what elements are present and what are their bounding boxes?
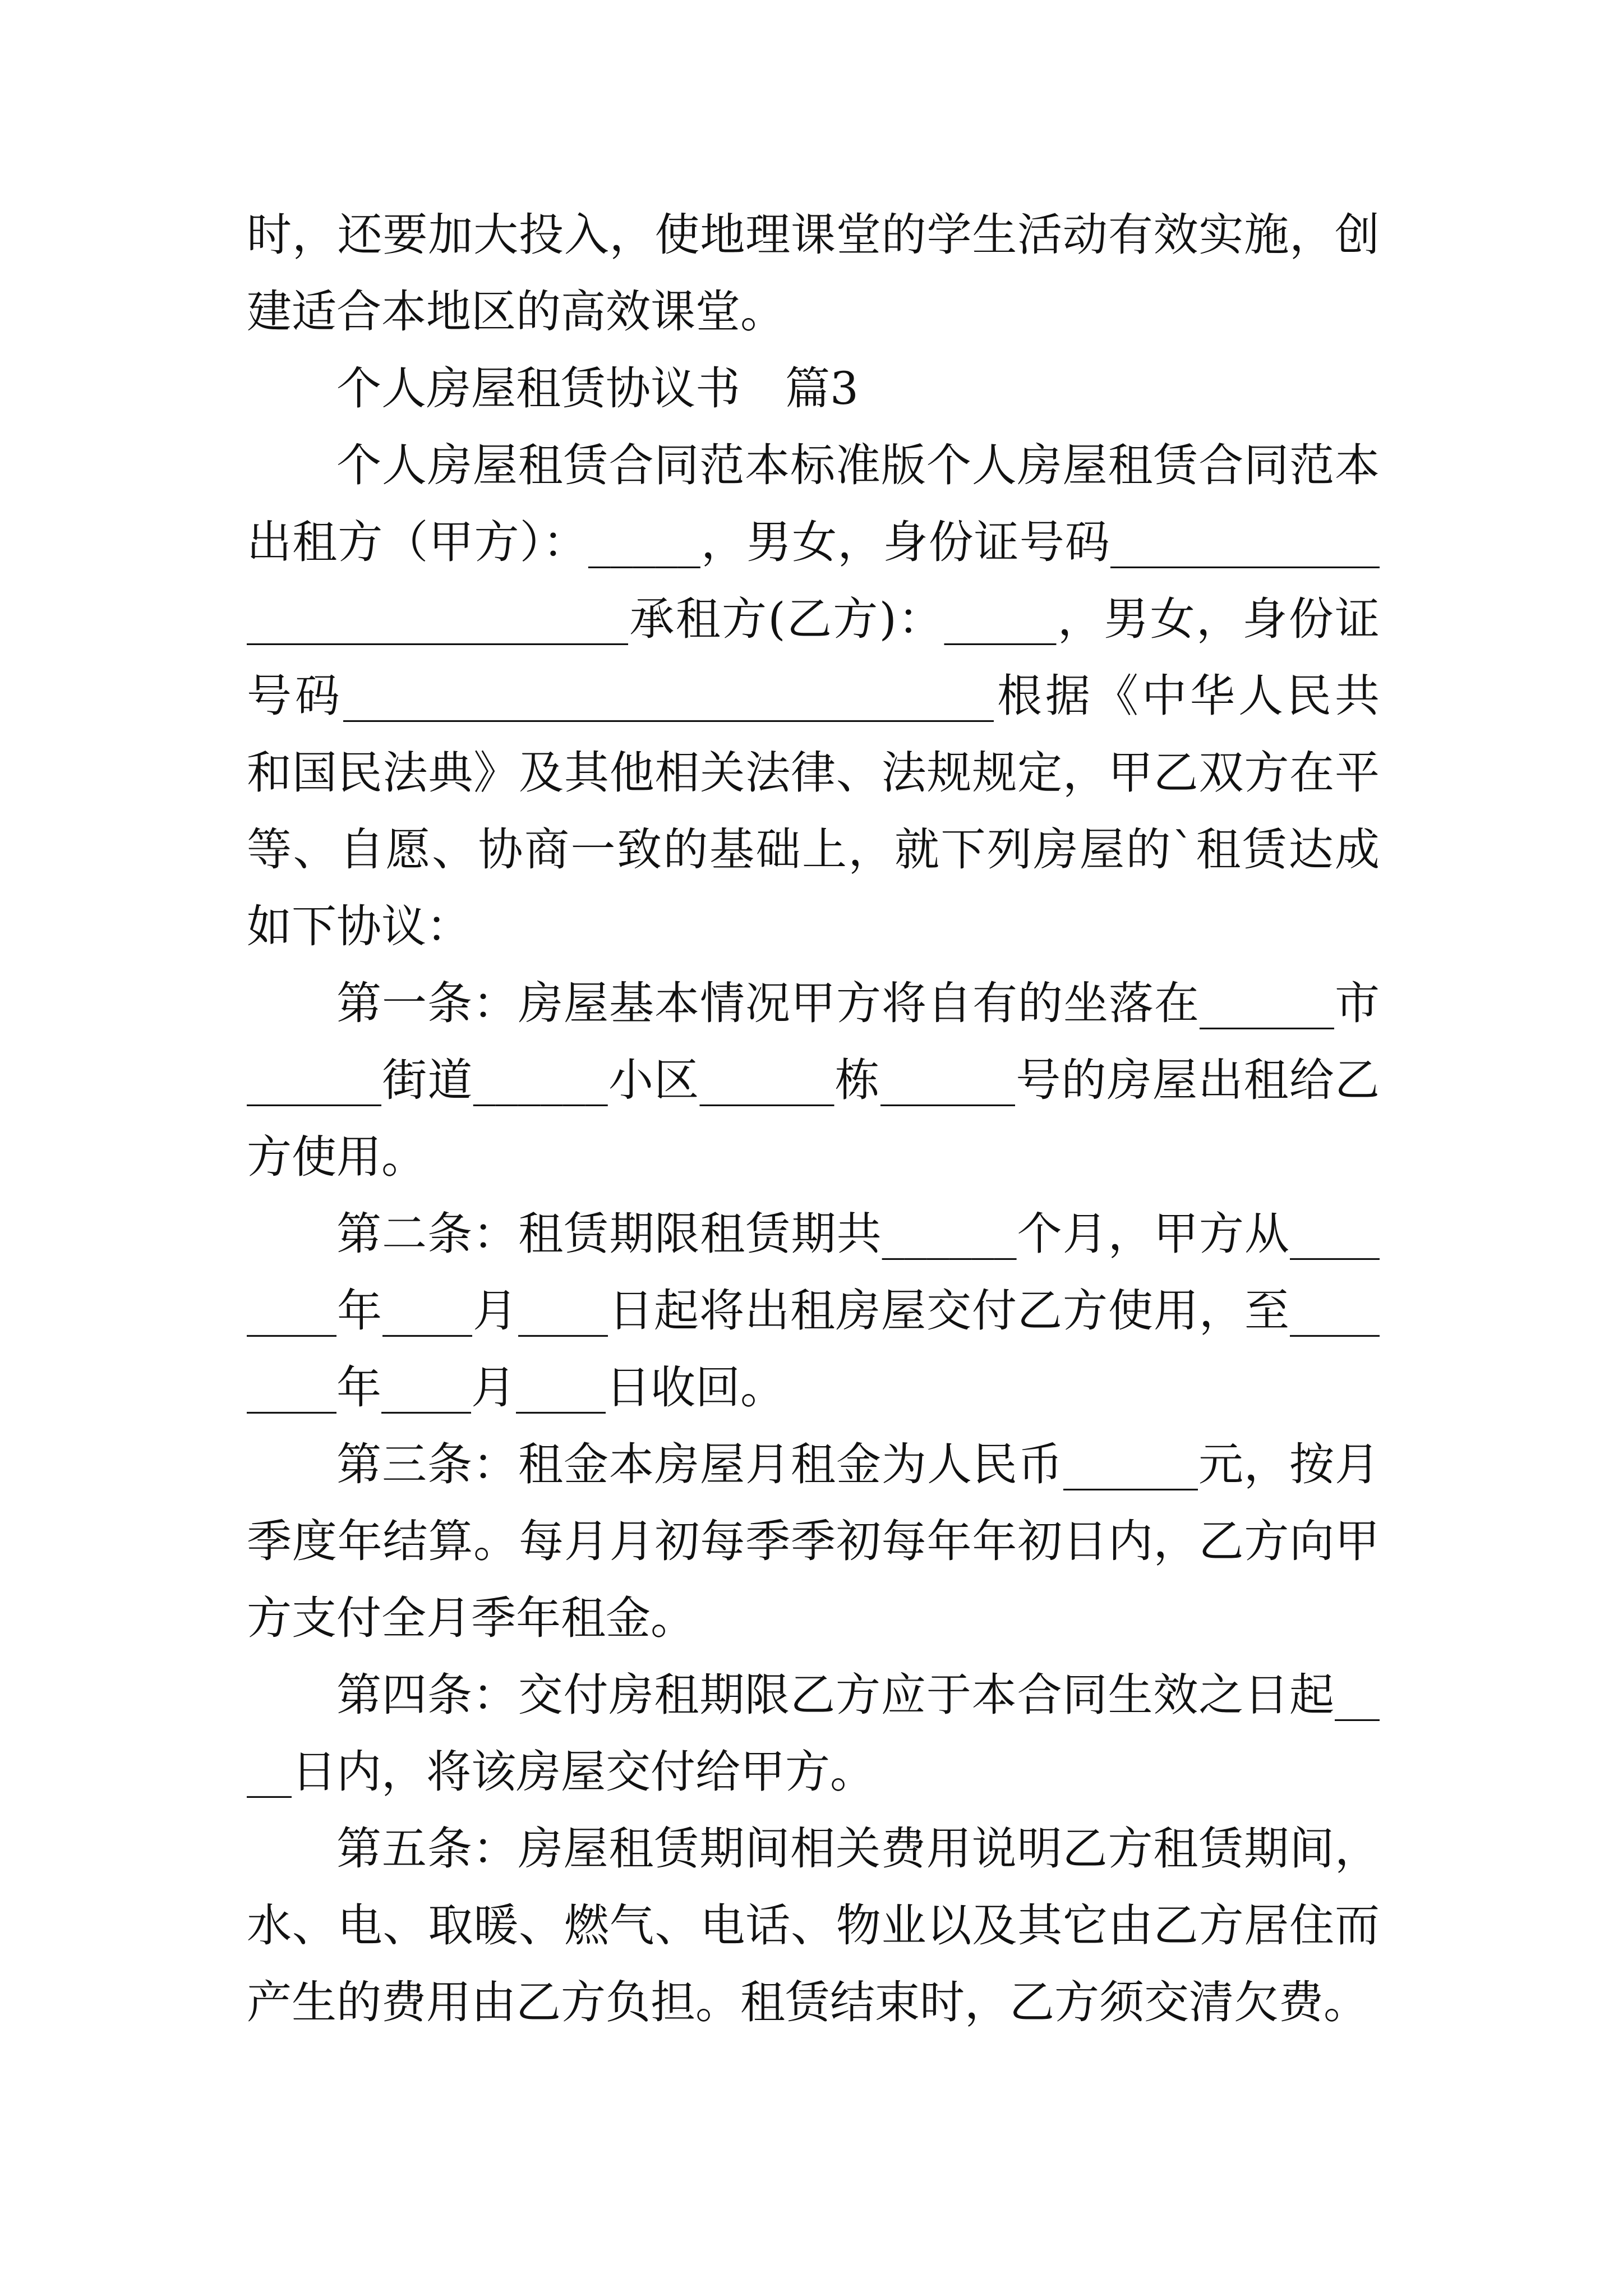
paragraph-article-1: 第一条：房屋基本情况甲方将自有的坐落在______市______街道______小区______栋______号的房屋出租给乙方使用。	[247, 977, 1380, 1183]
document-body	[247, 196, 1380, 2041]
paragraph-article-4: 第四条：交付房租期限乙方应于本合同生效之日起____日内，将该房屋交付给甲方。	[247, 1669, 1380, 1798]
section-title: 个人房屋租赁协议书 篇3	[336, 362, 859, 415]
paragraph-article-5: 第五条：房屋租赁期间相关费用说明乙方租赁期间，水、电、取暖、燃气、电话、物业以及其它由乙方居住而产生的费用由乙方负担。租赁结束时，乙方须交清欠费。	[247, 1823, 1380, 2028]
paragraph-article-2: 第二条：租赁期限租赁期共______个月，甲方从________年____月____日起将出租房屋交付乙方使用，至________年____月____日收回。	[247, 1208, 1380, 1414]
paragraph-contract-intro: 个人房屋租赁合同范本标准版个人房屋租赁合同范本出租方（甲方）：_____，男女，身份证号码_____________________________承租方(乙方)：_____，男女，身份证号码_____________________________根据《中华人民共和国民法典》及其他相关法律、法规规定，甲乙双方在平等、自愿、协商一致的基础上，就下列房屋的`租赁达成如下协议：	[247, 439, 1380, 953]
paragraph-continuation: 时，还要加大投入，使地理课堂的学生活动有效实施，创建适合本地区的高效课堂。	[247, 209, 1380, 338]
paragraph-article-3: 第三条：租金本房屋月租金为人民币______元，按月季度年结算。每月月初每季季初每年年初日内，乙方向甲方支付全月季年租金。	[247, 1438, 1380, 1644]
